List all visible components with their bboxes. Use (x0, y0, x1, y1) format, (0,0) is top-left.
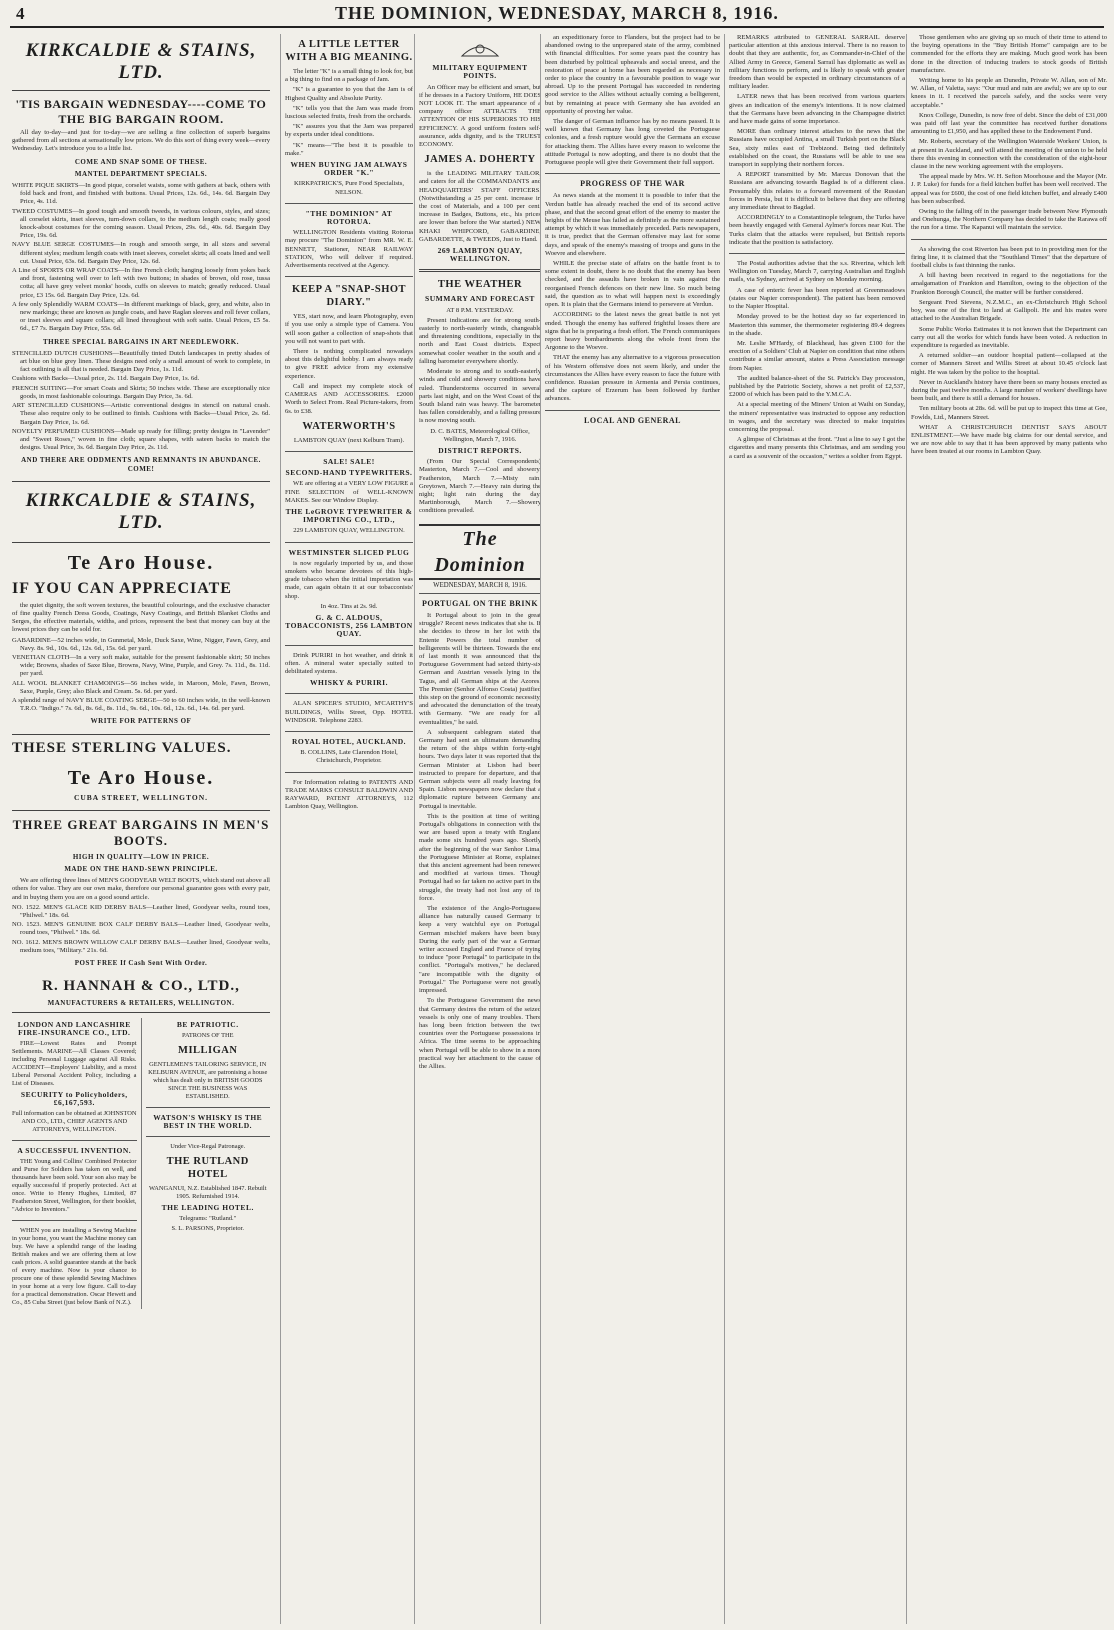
divider (285, 731, 413, 732)
column-editorial (540, 34, 720, 1624)
milligan-pre: PATRONS OF THE (182, 1032, 234, 1040)
kirkcaldie-logo-bottom: KIRKCALDIE & STAINS, LTD. (12, 481, 270, 543)
divider (146, 1136, 271, 1137)
news-para: At a special meeting of the Miners' Union at Waihi on Sunday, the miners' representative was instructed to oppose any reduction in wages, and the secretary was directed to make inquiries concerning the proposal. (729, 401, 905, 433)
weather-text-2: Moderate to strong and to south-easterly winds and cold and showery conditions have ruled. Thunderstorms occurred in several parts last night, and on the West Coast of the South Island rain was heavy. The barometer has fallen considerably, and a falling pressure is now moving south. (419, 368, 541, 425)
puriri-text: Drink PURIRI in hot weather, and drink it often. A mineral water specially suited to debilitated systems. (285, 651, 413, 675)
portugal-para: The existence of the Anglo-Portuguese alliance has naturally caused Germany to keep a very watchful eye on Portugal. German mischief makers have been busy. During the early part of the war a German writer accused England and France of trying to induce "poor Portugal" to participate in the conflict. "Portugal's motives," he declared, "are incompatible with the dignity of Portugal." The Portuguese were not greatly impressed. (419, 905, 541, 995)
waterworth-address: LAMBTON QUAY (next Kelburn Tram). (293, 436, 405, 444)
mantel-specials: MANTEL DEPARTMENT SPECIALS. (74, 169, 208, 178)
divider (12, 1140, 137, 1141)
divider (911, 239, 1107, 240)
plug-text: is now regularly imported by us, and those smokers who became devotees of this high-grade tobacco when the initial importation was made, can again obtain it at our tobacconists' shop. (285, 559, 413, 600)
masthead (10, 0, 1104, 28)
news-para: Writing home to his people an Dunedin, Private W. Allan, son of Mr. W. Allan, of Valetta, says: "Our mud and rain are awful; we are up to our knees in it. I received the parcels safely, and the socks were very acceptable." (911, 77, 1107, 109)
weather-head: THE WEATHER (437, 279, 523, 291)
news-para: Sergeant Fred Sievens, N.Z.M.C., an ex-Christchurch High School boy, was one of the first to land at Gallipoli. He and his mates were attached to the Australian Brigade. (911, 298, 1107, 323)
letter-para: "K" means—"The best it is possible to make." (285, 141, 413, 157)
rutland-text: WANGANUI, N.Z. Established 1847. Rebuilt 1905. Refurnished 1914. (148, 1185, 267, 1201)
little-letter-headline: A LITTLE LETTER WITH A BIG MEANING. (285, 39, 413, 63)
typewriters-head: SECOND-HAND TYPEWRITERS. (285, 468, 413, 478)
letter-para: "K" assures you that the Jam was prepared by experts under ideal conditions. (285, 123, 413, 139)
watson-whisky: WATSON'S WHISKY IS THE BEST IN THE WORLD. (153, 1113, 263, 1131)
news-para: Mr. Roberts, secretary of the Wellington Waterside Workers' Union, is at present in Auckland, and will attend the meeting of the union to be held there this evening in connection with the consideration of the eight-hour clause in the new working agreement with the employers. (911, 138, 1107, 171)
war-para: ACCORDING to the latest news the great battle is not yet ended. Though the enemy has suffered frightful losses there are signs that he is preparing a fresh effort. The French communiques report heavy bombardments along the whole front from the Argonne to the Woevre. (545, 311, 720, 352)
art-needlework-head: THREE SPECIAL BARGAINS IN ART NEEDLEWORK. (43, 337, 239, 346)
write-for-patterns: WRITE FOR PATTERNS OF (90, 717, 192, 726)
news-para: Monday proved to be the hottest day so far experienced in Masterton this summer, the thermometer registering 89.4 degrees in the shade. (729, 313, 905, 337)
divider (12, 1220, 137, 1221)
rutland-telegrams: Telegrams: "Rutland." (179, 1215, 237, 1223)
leading-hotel: THE LEADING HOTEL. (161, 1203, 254, 1213)
rotorua-head: "THE DOMINION" AT ROTORUA. (305, 208, 393, 227)
london-info: Full information can be obtained at JOHNSTON AND CO., LTD., CHIEF AGENTS AND ATTORNEYS, WELLINGTON. (12, 1110, 137, 1134)
news-para: As showing the cost Riverton has been put to in providing men for the firing line, it is claimed that the "Southland Times" that the departure of football clubs is fast thinning the ranks. (911, 245, 1107, 270)
boots-intro: We are offering three lines of MEN'S GOODYEAR WELT BOOTS, which stand out above all others for value. They are our own make, therefore our personal guarantee goes with every pair, and in buying them you are on a good sound article. (12, 877, 270, 901)
news-para: Those gentlemen who are giving up so much of their time to attend to the buying operations in the "Buy British Home" campaign are to be commended for the efforts they are making. Much good work has been done in the direction of inducing traders to stock goods of British manufacture. (911, 34, 1107, 74)
news-para: Knox College, Dunedin, is now free of debt. Since the debt of £31,000 was paid off last year the committee has received further donations amounting to £1,950, and has applied these to the Endowment Fund. (911, 111, 1107, 136)
district-reports: (From Our Special Correspondents) Masterton, March 7.—Cool and showery. Featherston, March 7.—Misty rain. Greytown, March 7.—Heavy rain during the night; light rain during the day. Martinborough, March 7.—Showery conditions prevailed. (419, 458, 541, 515)
war-para: WHILE the precise state of affairs on the battle front is to some extent in doubt, there is no doubt that the enemy has been checked, and the assaults have broken in vain against the reorganised French defences on their new line. So much being said, the question as to what will happen next is exceedingly open. It is plain that the Germans intend to persevere at Verdun. (545, 260, 720, 309)
westminster-plug: WESTMINSTER SLICED PLUG (288, 547, 410, 557)
invention-text: THE Young and Collins' Combined Protector and Purse for Soldiers has taken on well, and thousands have been sold. Your son also may be equally successful if properly protected. Act at once. Write to Henry Hughes, Limited, 87 Featherston Street, Wellington, for their booklet, "Advice to Inventors." (12, 1158, 137, 1214)
column-news-2 (906, 34, 1107, 1624)
war-para: THAT the enemy has any alternative to a vigorous prosecution of his Western offensive does not seem likely, and under the circumstances the Allies have every reason to face the future with confidence. Russian pressure in Armenia and Persia continues, and the capture of Erzerum has been followed by further advances. (545, 354, 720, 403)
bargain-wednesday-headline: 'TIS BARGAIN WEDNESDAY----COME TO THE BIG BARGAIN ROOM. (15, 97, 267, 126)
milligan-text: GENTLEMEN'S TAILORING SERVICE, IN KELBURN AVENUE, are patronising a house which has dealt only in BRITISH GOODS SINCE THE BUSINESS WAS ESTABLISHED. (148, 1061, 268, 1101)
divider (285, 645, 413, 646)
list-item: ART STENCILLED CUSHIONS—Artistic conventional designs in stencil on natural crash. These also require only to be outlined to finish. Cushions with Backs—Usual Price, 2s. 6d. Bargain Day Price, 1s. 6d. (12, 402, 270, 426)
news-para: Ten military boots at 28s. 6d. will be put up to inspect this time at Gee, Fowlds, Ltd., Manners Street. (911, 405, 1107, 421)
bargain-intro: All day to-day—and just for to-day—we are selling a fine collection of superb bargains gathered from all sections at sensationally low prices. We do this sort of thing every week—every Wednesday. Let's introduce you to a little list. (12, 129, 270, 153)
patriotic-title: BE PATRIOTIC. (176, 1020, 239, 1030)
rutland-pre: Under Vice-Regal Patronage. (170, 1143, 246, 1151)
boots-quality: HIGH IN QUALITY—LOW IN PRICE. (72, 852, 210, 861)
district-reports-head: DISTRICT REPORTS. (438, 445, 522, 455)
local-general-headline: LOCAL AND GENERAL (584, 415, 681, 425)
news-para: Some Public Works Estimates it is not known that the Department can carry out all the works for which funds have been voted. A reduction in expenditure is regarded as inevitable. (911, 325, 1107, 349)
divider (285, 451, 413, 452)
news-para: A returned soldier—an outdoor hospital patient—collapsed at the corner of Manners Street and Willis Street at about 10.45 o'clock last night. He was taken by the police to the hospital. (911, 352, 1107, 376)
waterworth-name: WATERWORTH'S (302, 420, 396, 432)
divider (285, 542, 413, 543)
sterling-values: THESE STERLING VALUES. (12, 734, 270, 758)
invention-title: A SUCCESSFUL INVENTION. (17, 1146, 132, 1156)
doherty-text: is the LEADING MILITARY TAILOR, and caters for all the COMMANDANTS and HEADQUARTERS' STAFF OFFICERS. (Notwithstanding a 25 per cent. increase in the cost of Materials, and a 100 per cent. increase in Badges, Buttons, etc., his prices are lower than before the War started.) NEW KHAKI WHIPCORD, GABARDINE, GABARDETTE, & TWEEDS, Just to Hand. (419, 170, 541, 243)
legrove-address: 229 LAMBTON QUAY, WELLINGTON. (293, 527, 405, 535)
bottom-ads-row (12, 1018, 270, 1309)
news-para: LATER news that has been received from various quarters gives an indication of the enemy's intentions. It is now claimed that the Germans have been advancing in the Champagne district and have made gains of some importance. (729, 93, 905, 126)
news-para: ACCORDINGLY to a Constantinople telegram, the Turks have been heavily engaged with General Aylmer's forces near Kut. The Turks claim that the attacks were repulsed, but British reports indicate that the position is satisfactory. (729, 214, 905, 246)
list-item: NOVELTY PERFUMED CUSHIONS—Made up ready for filling; pretty designs in "Lavender" and "Sweet Roses," woven in fine cloth; square shapes, with sateen backs to match the designs. Usual Price, 3s. 6d. Bargain Day Price, 2s. 11d. (12, 427, 270, 452)
news-para: Owing to the falling off in the passenger trade between New Plymouth and Onehunga, the Northern Company has decided to take the Rarawa off the run for a time. The Kapanui will maintain the service. (911, 208, 1107, 232)
te-aro-address: CUBA STREET, WELLINGTON. (73, 792, 209, 802)
divider (545, 410, 720, 411)
weather-text: Present indications are for strong south-easterly to north-easterly winds, changeable and threatening conditions, especially in the north and East Coast districts. Expect somewhat cooler weather in the south and a falling barometer everywhere shortly. (419, 316, 541, 365)
column-news-1 (724, 34, 905, 1624)
divider (285, 203, 413, 204)
list-item: NO. 1612. MEN'S BROWN WILLOW CALF DERBY BALS—Leather lined, Goodyear welts, medium toes, "Military." 21s. 6d. (12, 938, 270, 954)
portugal-para: A subsequent cablegram stated that Germany had sent an ultimatum demanding the return of the ships within forty-eight hours. Two days later it was reported that the German Minister at Lisbon had been instructed to prepare for departure, and that German subjects were all ready leaving for Spain. Lisbon newspapers now declare that a diplomatic rupture between Germany and Portugal is inevitable. (419, 728, 541, 810)
column-kirkcaldie-ads (12, 34, 270, 1624)
newspaper-title: THE DOMINION, WEDNESDAY, MARCH 8, 1916. (335, 3, 779, 23)
te-aro-house-logo-2: Te Aro House. (67, 766, 215, 789)
boots-hand-sewn: MADE ON THE HAND-SEWN PRINCIPLE. (64, 864, 218, 873)
portugal-para: This is the position at time of writing. Portugal's obligations in connection with the war are based upon a treaty with England made some six hundred years ago. Shortly after the beginning of the war Senhor Lima, the Portuguese Minister at Rome, explained that this ancient agreement had been renewed and modified at various times. Though Portugal had so far taken no active part in the struggle, the treaty had not lost any of its force. (419, 812, 541, 902)
plug-price: In 4oz. Tins at 2s. 9d. (320, 602, 378, 610)
divider (729, 253, 905, 254)
london-lancashire-title: LONDON AND LANCASHIRE FIRE-INSURANCE CO., LTD. (17, 1020, 131, 1038)
kirkcaldie-logo-top: KIRKCALDIE & STAINS, LTD. (12, 40, 270, 91)
news-para: Never in Auckland's history have there been so many houses erected as during the past twelve months. A large number of workers' dwellings have been built, and there is still a demand for houses. (911, 378, 1107, 403)
news-para: The audited balance-sheet of the St. Patrick's Day procession, published by the Patriotic Society, shows a net profit of £2,537, £2000 of which has been paid to the Y.M.C.A. (729, 374, 905, 399)
list-item: A few only Splendidly WARM COATS—In different markings of black, grey, and white, also in new markings; these are known as jungle coats, and have Raglan sleeves and roll fever collars, or inset sleeves and square collars; all lined throughout with soft satin. Usual Prices, £5 5s. 6d., £7 7s. Bargain Day Price, 55s. 6d. (12, 300, 270, 333)
spicer-studio: ALAN SPICER'S STUDIO, M'CARTHY'S BUILDINGS, Willis Street, Opp. HOTEL WINDSOR. Telephone 2283. (285, 700, 413, 724)
kodak-text: YES, start now, and learn Photography, even if you use only a simple type of Camera. You will soon gather a collection of snap-shots that you will not want to part with. (285, 313, 413, 345)
typewriters-text: WE are offering at a VERY LOW FIGURE a FINE SELECTION of WELL-KNOWN MAKES. See our Window Display. (285, 480, 413, 504)
mens-boots-headline: THREE GREAT BARGAINS IN MEN'S BOOTS. (12, 810, 270, 849)
divider (419, 269, 541, 272)
kodak-text-3: Call and inspect my complete stock of CAMERAS AND ACCESSORIES. £2000 Worth to Select From. Real Picture-takers, from 6s. to £38. (285, 382, 413, 415)
divider (146, 1107, 271, 1108)
te-aro-intro: the quiet dignity, the soft woven textures, the beautiful colourings, and the exclusive character of fine quality French Dress Goods, Coatings, Navy Coatings, and British Blanket Cloths and Serges, the effective materials, widths, and prices, represent the best that money can buy at the lowest prices they can be sold for. (12, 601, 270, 634)
snapshot-diary-head: KEEP A "SNAP-SHOT DIARY." (291, 284, 407, 309)
military-equipment-head: MILITARY EQUIPMENT POINTS. (432, 63, 528, 81)
kirkpatrick: KIRKPATRICK'S, Pure Food Specialists, NELSON. (294, 180, 404, 196)
war-headline: PROGRESS OF THE WAR (580, 179, 685, 189)
whisky-puriri: WHISKY & PURIRI. (310, 678, 388, 688)
divider (285, 772, 413, 773)
column-military-weather (414, 34, 541, 1624)
legrove-name: THE LeGROVE TYPEWRITER & IMPORTING CO., LTD., (285, 506, 413, 525)
portugal-para: It Portugal about to join in the great struggle? Recent news indicates that she is. If she decides to throw in her lot with the Entente Powers the total number of belligerents will be thirteen. Towards the end of last month it was announced that the Portuguese Government had seized thirty-six German and Austrian vessels lying in the Tagus, and all German ships at the Azores. The Premier (Senhor Alfonso Costa) justified this step on the ground of economic necessity, and advocated the denunciation of the treaty with Germany. "We are ready for all eventualities," he said. (419, 611, 541, 726)
list-item: VENETIAN CLOTH—In a very soft make, suitable for the present fashionable skirt; 50 inches wide; Browns, shades of Saxe Blue, Browns, Navy, Wine, Purple, and Grey. 7s. 11d., 8s. 11d. per yard. (12, 653, 270, 678)
portugal-para: To the Portuguese Government the news that Germany desires the return of the seized vessels is only one of many troubles. There has long been friction between the two countries over the Portuguese possessions in Africa. The time seems to be approaching when Portugal will be able to show in a more practical way her attachment to the cause of the Allies. (419, 997, 541, 1070)
divider (285, 276, 413, 277)
news-para: The Postal authorities advise that the s.s. Riverina, which left Wellington on Tuesday, March 7, carrying Australian and English mails, via Sydney, arrived at Sydney on Monday morning. (729, 260, 905, 284)
rutland-name: THE RUTLAND HOTEL (166, 1156, 249, 1181)
dateline: WEDNESDAY, MARCH 8, 1916. (419, 582, 541, 594)
list-item: NO. 1522. MEN'S GLACE KID DERBY BALS—Leather lined, Goodyear welts, round toes, "Philwel." 18s. 6d. (12, 903, 270, 919)
london-lancashire-text: FIRE—Lowest Rates and Prompt Settlements. MARINE—All Classes Covered; including Personal Luggage against All Risks. ACCIDENT—Employers' Liability, and a most Liberal Personal Accident Policy, including a List of Diseases. (12, 1040, 137, 1088)
news-para: A case of enteric fever has been reported at Greenmeadows (states our Napier correspondent). The patient has been removed to the Napier Hospital. (729, 286, 905, 311)
te-aro-house-logo: Te Aro House. (67, 551, 215, 574)
the-dominion-title: The Dominion (419, 524, 541, 580)
royal-text: B. COLLINS, Late Clarendon Hotel, Christchurch, Proprietor. (300, 749, 398, 765)
letter-para: "K" tells you that the Jam was made from luscious selected fruits, fresh from the orchards. (285, 104, 413, 121)
list-item: GABARDINE—52 inches wide, in Gunmetal, Mole, Duck Saxe, Wine, Nigger, Fawn, Grey, and Navy. 8s. 9d., 10s. 6d., 12s. 6d., 15s. 6d. per yard. (12, 636, 270, 652)
kodak-text-2: There is nothing complicated nowadays about this delightful hobby. I am always ready to give FREE advice from my extensive experience. (285, 348, 413, 380)
if-you-can-appreciate: IF YOU CAN APPRECIATE (12, 579, 232, 597)
royal-hotel: ROYAL HOTEL, AUCKLAND. (291, 736, 407, 746)
list-item: NAVY BLUE SERGE COSTUMES—In rough and smooth serge, in all sizes and several different styles; medium length coats with inset sleeves, corselet skirts; all coats lined and well cut. Usual Price, 63s. 6d. Bargain Day Price, 12s. 6d. (12, 241, 270, 265)
list-item: NO. 1523. MEN'S GENUINE BOX CALF DERBY BALS—Leather lined, Goodyear welts, round toes, "Philwel." 18s. 6d. (12, 921, 270, 937)
news-para: WHAT A CHRISTCHURCH DENTIST SAYS ABOUT ENLISTMENT.—We have made big claims for our dental service, and we are now able to say that it has been approved by many patients who have been treated at our rooms in Lambton Quay. (911, 423, 1107, 456)
news-para: MORE than ordinary interest attaches to the news that the Russians have occupied Antina, a small Turkish port on the Black Sea, sixty miles east of Trebizond. Being tied definitely established on the coast, the Russians will be able to use sea transport in supplying their northern forces. (729, 128, 905, 169)
news-para: REMARKS attributed to GENERAL SARRAIL deserve particular attention at this anxious interval. There is no reason to doubt that they are authentic, for, as Commander-in-Chief of the Allied Army in Greece, General Sarrail has diplomatic as well as military functions to perform, and is likely to speak with greater freedom than would be expected in ordinary circumstances of a military leader. (729, 34, 905, 91)
list-item: STENCILLED DUTCH CUSHIONS—Beautifully tinted Dutch landscapes in pretty shades of art blue on blue grey linen. These designs need only a small amount of work to complete, in fact outlining is all that is needed. Bargain Day Price, 1s. 11d. (12, 349, 270, 374)
war-para: As news stands at the moment it is possible to infer that the Verdun battle has already reached the end of its second active phase, and that the second great effort of the enemy to master the heights of the Meuse has failed as definitely as the more sustained attempt by which it was immediately preceded. Paris newspapers, it is true, predict that the German offensive may last for some days, and speak of the enemy's massing of troops and guns in the Woevre and elsewhere. (545, 192, 720, 257)
milligan-ad (141, 1018, 271, 1309)
divider (285, 693, 413, 694)
news-para: The appeal made by Mrs. W. H. Sefton Moorhouse and the Mayor (Mr. J. P. Luke) for funds for a field kitchen buffet has been well received. The appeal was for £600, the cost of one field kitchen buffet, and already £400 has been subscribed. (911, 173, 1107, 205)
portugal-headline: PORTUGAL ON THE BRINK (421, 598, 539, 608)
boots-post-free: POST FREE If Cash Sent With Order. (74, 959, 208, 967)
news-para: A bill having been received in regard to the negotiations for the amalgamation of Frankton and Hamilton, owing to the objection of the Frankton Borough Council, the matter will be further considered. (911, 272, 1107, 296)
milligan-name: MILLIGAN (178, 1045, 238, 1057)
doherty-name: JAMES A. DOHERTY (424, 154, 536, 166)
letter-para: "K" is a guarantee to you that the Jam is of Highest Quality and Absolute Purity. (285, 86, 413, 102)
sewing-text: WHEN you are installing a Sewing Machine in your home, you want the Machine money can buy. We have a splendid range of the leading British makes and we are offering them at low cash prices. A solid guarantee stands at the back of every machine. Now is your chance to procure one of these splendid Sewing Machines in your home at a very low figure. Call to-day for a practical demonstration. Oscar Hewett and Co., 85 Cuba Street (just below Bank of N.Z.). (12, 1227, 137, 1307)
hannah-company: R. HANNAH & CO., LTD., (42, 978, 240, 995)
column-small-ads (280, 34, 413, 1624)
list-item: FRENCH SUITING—For smart Coats and Skirts; 50 inches wide. These are exceptionally nice goods, in most fashionable colourings. Bargain Day Price, 3s. 6d. (12, 384, 270, 400)
hannah-sub: MANUFACTURERS & RETAILERS, WELLINGTON. (47, 999, 235, 1008)
rutland-proprietor: S. L. PARSONS, Proprietor. (171, 1225, 244, 1233)
divider (545, 173, 720, 174)
come-and-snap: COME AND SNAP SOME OF THESE. (74, 157, 208, 166)
divider (12, 1012, 270, 1013)
weather-time: AT 8 P.M. YESTERDAY. (446, 306, 514, 314)
editorial-para: an expeditionary force to Flanders, but the project had to be abandoned owing to the unprepared state of the army, combined with financial difficulties. For some years past the country has been disturbed by political upheavals and social unrest, and the restoration of peace at home has been regarded as necessary in order to place the country in a favourable position to wage war abroad. Up to the present Portugal has succeeded in rendering good service to the Allies without actually coming a belligerent, but by remaining at peace with Germany she has avoided an opportunity of proving her value. (545, 34, 720, 115)
list-item: ALL WOOL BLANKET CHAMOINGS—56 inches wide, in Maroon, Mole, Fawn, Brown, Saxe, Purple, Grey; also Black and Cream. 5s. 6d. per yard. (12, 679, 270, 695)
page-number: 4 (16, 4, 25, 23)
weather-signature: D. C. BATES, Meteorological Office, Wellington, March 7, 1916. (430, 427, 530, 443)
london-lancashire-ad (12, 1018, 137, 1309)
rotorua-text: WELLINGTON Residents visiting Rotorua may procure "The Dominion" from MR. W. E. BENNETT, Stationer, NEAR RAILWAY STATION, Who will deliver if required. Advertisements received at the Agency. (285, 229, 413, 270)
list-item: Cushions with Backs—Usual price, 2s. 11d. Bargain Day Price, 1s. 6d. (12, 375, 200, 383)
aldous-name: G. & C. ALDOUS, TOBACCONISTS, 256 LAMBTON QUAY. (285, 612, 413, 639)
news-para: A REPORT transmitted by Mr. Marcus Donovan that the Russians are advancing towards Bagdad is of a different class. Presumably this relates to a forward movement of the Russian forces in Persia, but it is difficult to believe that they are offering any immediate threat to Bagdad. (729, 171, 905, 212)
sale-banner: SALE! SALE! (323, 456, 375, 466)
letter-para: The letter "K" is a small thing to look for, but a big thing to find on a package of Jam. (285, 68, 413, 84)
editorial-para: The danger of German influence has by no means passed. It is well known that Germany has long coveted the Portuguese colonies, and a fresh rupture would give the Germans an excuse for attacking them. The Allies have every reason to welcome the attitude Portugal is now adopting, and there is no doubt that the Portuguese people will give their Government their full support. (545, 118, 720, 167)
list-item: A splendid range of NAVY BLUE COATING SERGE—50 to 60 inches wide, in the well-known T.R.O. "Indigo." 7s. 6d., 8s. 6d., 8s. 11d., 9s. 6d., 10s. 6d., 12s. 6d., 14s. 6d. per yard. (12, 696, 270, 713)
crest-icon (419, 38, 541, 61)
oddments-remnants: AND THERE ARE ODDMENTS AND REMNANTS IN ABUNDANCE. COME! (21, 456, 261, 473)
list-item: A Line of SPORTS OR WRAP COATS—In fine French cloth; hanging loosely from yokes back and front, fastening well over to left with two buttons; in shades of brown, old rose, tussa cotta; all have grey velvet monks' hoods, cuffs on sleeves to match; greatly reduced. Usual price, £3 15s. 6d. Bargain Day Price, 12s. 6d. (12, 267, 270, 299)
list-item: TWEED COSTUMES—In good tough and smooth tweeds, in various colours, styles, and sizes; all corselet skirts, inset sleeves, turn-down collars, to the medium length coats; really good knock-about costumes for the coming season. Usual Prices, 29s. 6d., 40s. 6d. Bargain Day Price, 19s. 6d. (12, 207, 270, 240)
news-para: Mr. Leslie M'Hardy, of Blackhead, has given £100 for the erection of a Soldiers' Club at Napier on condition that nine others contribute a similar amount, states a Press Association message from Napier. (729, 339, 905, 372)
list-item: WHITE PIQUE SKIRTS—In good pique, corselet waists, some with gathers at back, others with fold back and front, and finished with buttons. Usual Prices, 12s. 6d., 14s. 6d. Bargain Day Price, 4s. 11d. (12, 182, 270, 206)
london-security: SECURITY to Policyholders, £6,167,593. (20, 1090, 128, 1108)
doherty-address: 269 LAMBTON QUAY, WELLINGTON. (437, 246, 523, 264)
jam-order: WHEN BUYING JAM ALWAYS ORDER "K." (290, 160, 408, 178)
patents-text: For Information relating to PATENTS AND TRADE MARKS CONSULT BALDWIN AND RAYWARD, PATENT ATTORNEYS, 112 Lambton Quay, Wellington. (285, 778, 413, 811)
weather-summary: SUMMARY AND FORECAST (425, 294, 535, 304)
news-para: A glimpse of Christmas at the front. "Just a line to say I got the cigarettes and many presents this Christmas, and am sending you a card as a souvenir of the occasion," writes a soldier from Egypt. (729, 436, 905, 460)
military-text: An Officer may be efficient and smart, but if he dresses in a Factory Uniform, HE DOES NOT LOOK IT. The smart appearance of a company officer ATTRACTS THE ATTENTION OF HIS SUPERIORS TO HIS EFFICIENCY. A good uniform fosters self-assurance, adds dignity, and is the TRUEST ECONOMY. (419, 83, 541, 149)
